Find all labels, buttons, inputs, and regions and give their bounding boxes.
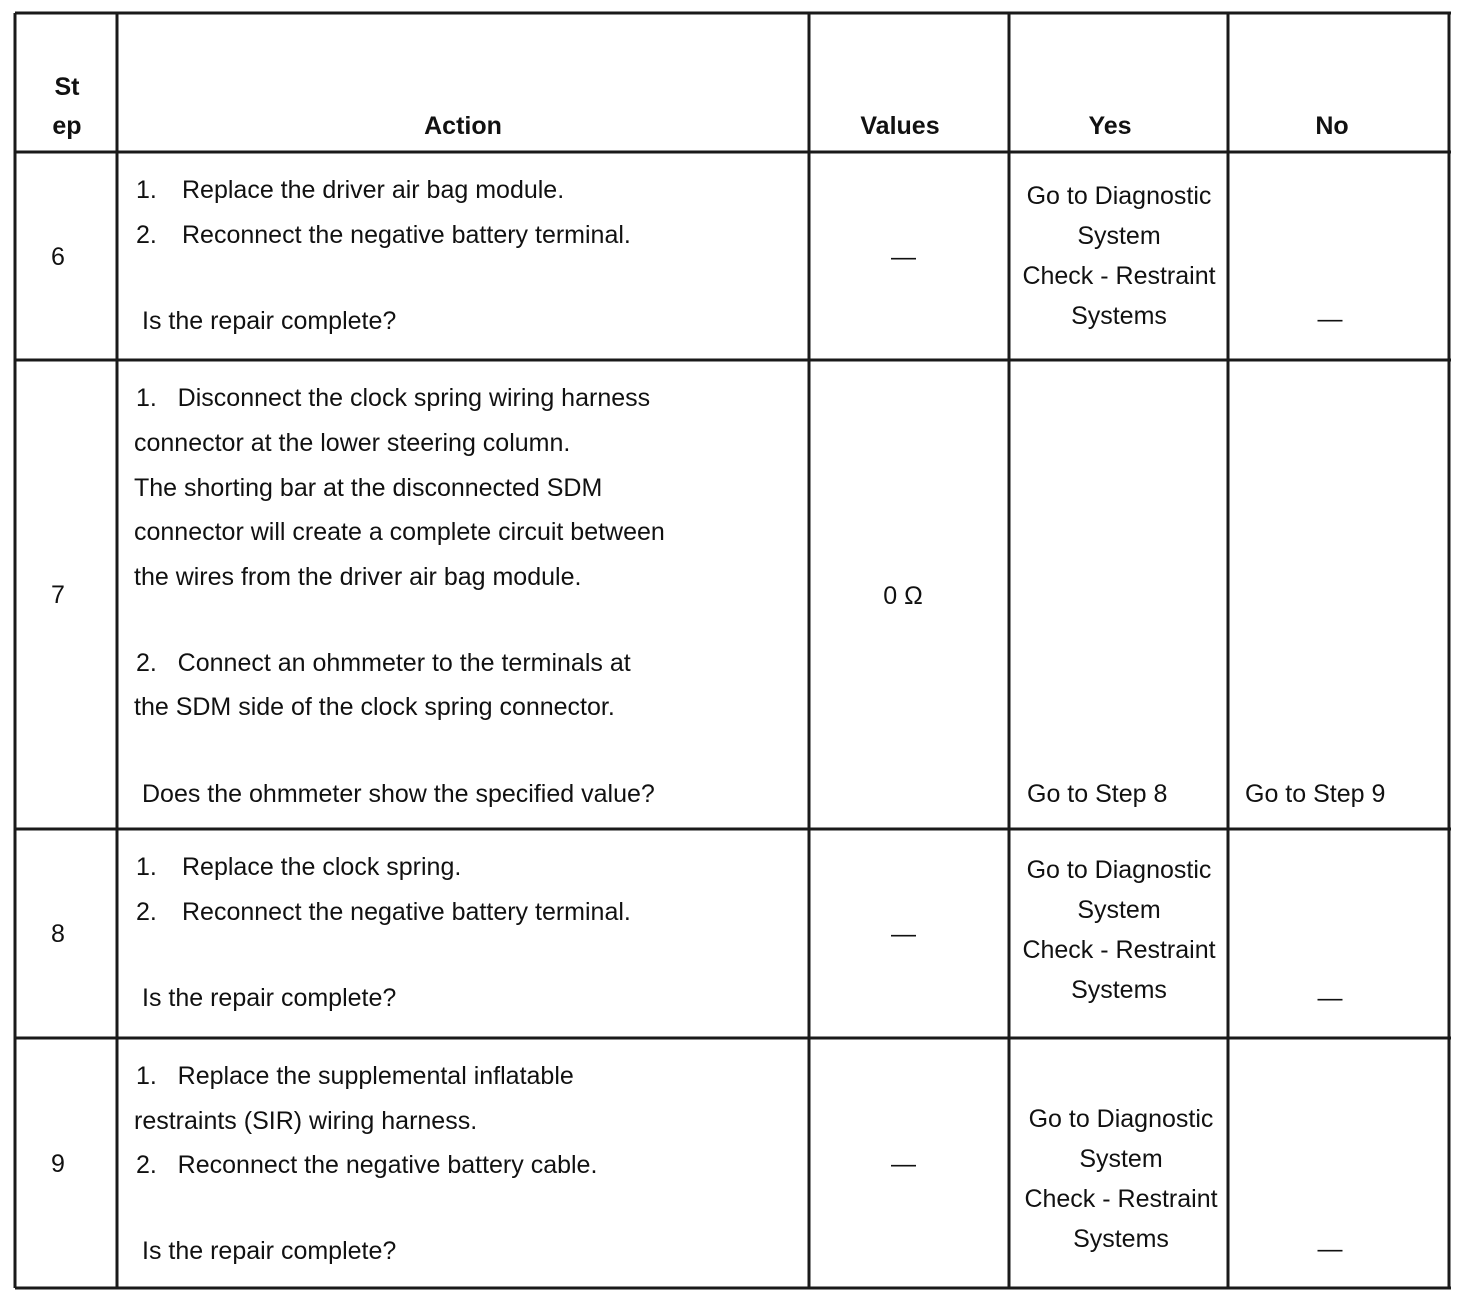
action-line: 2. Reconnect the negative battery cable. — [136, 1151, 598, 1179]
action-line: connector at the lower steering column. — [134, 429, 571, 457]
action-item-number: 1. — [136, 853, 157, 881]
action-item-text: Replace the clock spring. — [182, 853, 462, 881]
action-line: 1. Replace the supplemental inflatable — [136, 1062, 574, 1090]
yes-line: Go to Diagnostic — [1028, 1105, 1214, 1133]
yes-action — [1010, 850, 1228, 1010]
no-action: — — [1317, 305, 1343, 333]
action-question: Is the repair complete? — [142, 307, 397, 335]
action-item — [136, 852, 461, 882]
yes-action: Go to Step 8 — [1027, 780, 1168, 808]
action-item — [136, 897, 631, 927]
value-cell: — — [891, 1149, 916, 1178]
yes-line: System — [1079, 1145, 1163, 1173]
action-line: The shorting bar at the disconnected SDM — [134, 474, 603, 502]
action-line: the SDM side of the clock spring connector. — [134, 693, 615, 721]
step-number: 6 — [51, 242, 65, 271]
action-item-text: Replace the driver air bag module. — [182, 176, 565, 204]
action-question: Is the repair complete? — [142, 1237, 397, 1265]
action-item-text: Reconnect the negative battery terminal. — [182, 898, 631, 926]
no-action: Go to Step 9 — [1245, 780, 1386, 808]
value-cell: — — [891, 242, 916, 271]
action-line: restraints (SIR) wiring harness. — [134, 1107, 478, 1135]
step-number: 8 — [51, 920, 65, 948]
yes-line: Systems — [1071, 302, 1167, 330]
yes-line: System — [1077, 222, 1161, 250]
value-cell: — — [891, 920, 916, 948]
action-question: Is the repair complete? — [142, 984, 397, 1012]
yes-line: Systems — [1071, 976, 1167, 1004]
yes-line: Check - Restraint — [1022, 936, 1216, 964]
header-values: Values — [860, 112, 940, 140]
yes-line: Systems — [1073, 1225, 1169, 1253]
action-item — [136, 175, 564, 205]
action-item — [136, 220, 631, 250]
header-step-line-1: St — [54, 73, 80, 101]
header-yes: Yes — [1088, 112, 1132, 140]
action-item-text: Reconnect the negative battery terminal. — [182, 221, 631, 249]
yes-line: System — [1077, 896, 1161, 924]
step-number: 9 — [51, 1149, 65, 1178]
header-action: Action — [424, 112, 502, 140]
value-cell: 0 Ω — [883, 582, 923, 610]
action-item-number: 1. — [136, 176, 157, 204]
yes-action — [1010, 176, 1228, 336]
no-action: — — [1317, 984, 1343, 1012]
header-step-line-2: ep — [52, 112, 82, 140]
yes-line: Check - Restraint — [1022, 262, 1216, 290]
action-item-number: 2. — [136, 898, 157, 926]
action-line: 2. Connect an ohmmeter to the terminals at — [136, 649, 631, 677]
yes-action — [1012, 1099, 1230, 1259]
step-number: 7 — [51, 581, 65, 609]
no-action: — — [1317, 1235, 1343, 1263]
action-line: the wires from the driver air bag module. — [134, 563, 582, 591]
action-question: Does the ohmmeter show the specified value? — [142, 780, 655, 808]
action-line: connector will create a complete circuit between — [134, 518, 665, 546]
action-line: 1. Disconnect the clock spring wiring harness — [136, 384, 651, 412]
yes-line: Go to Diagnostic — [1026, 182, 1212, 210]
yes-line: Go to Diagnostic — [1026, 856, 1212, 884]
action-item-number: 2. — [136, 221, 157, 249]
yes-line: Check - Restraint — [1024, 1185, 1218, 1213]
header-no: No — [1315, 112, 1349, 140]
